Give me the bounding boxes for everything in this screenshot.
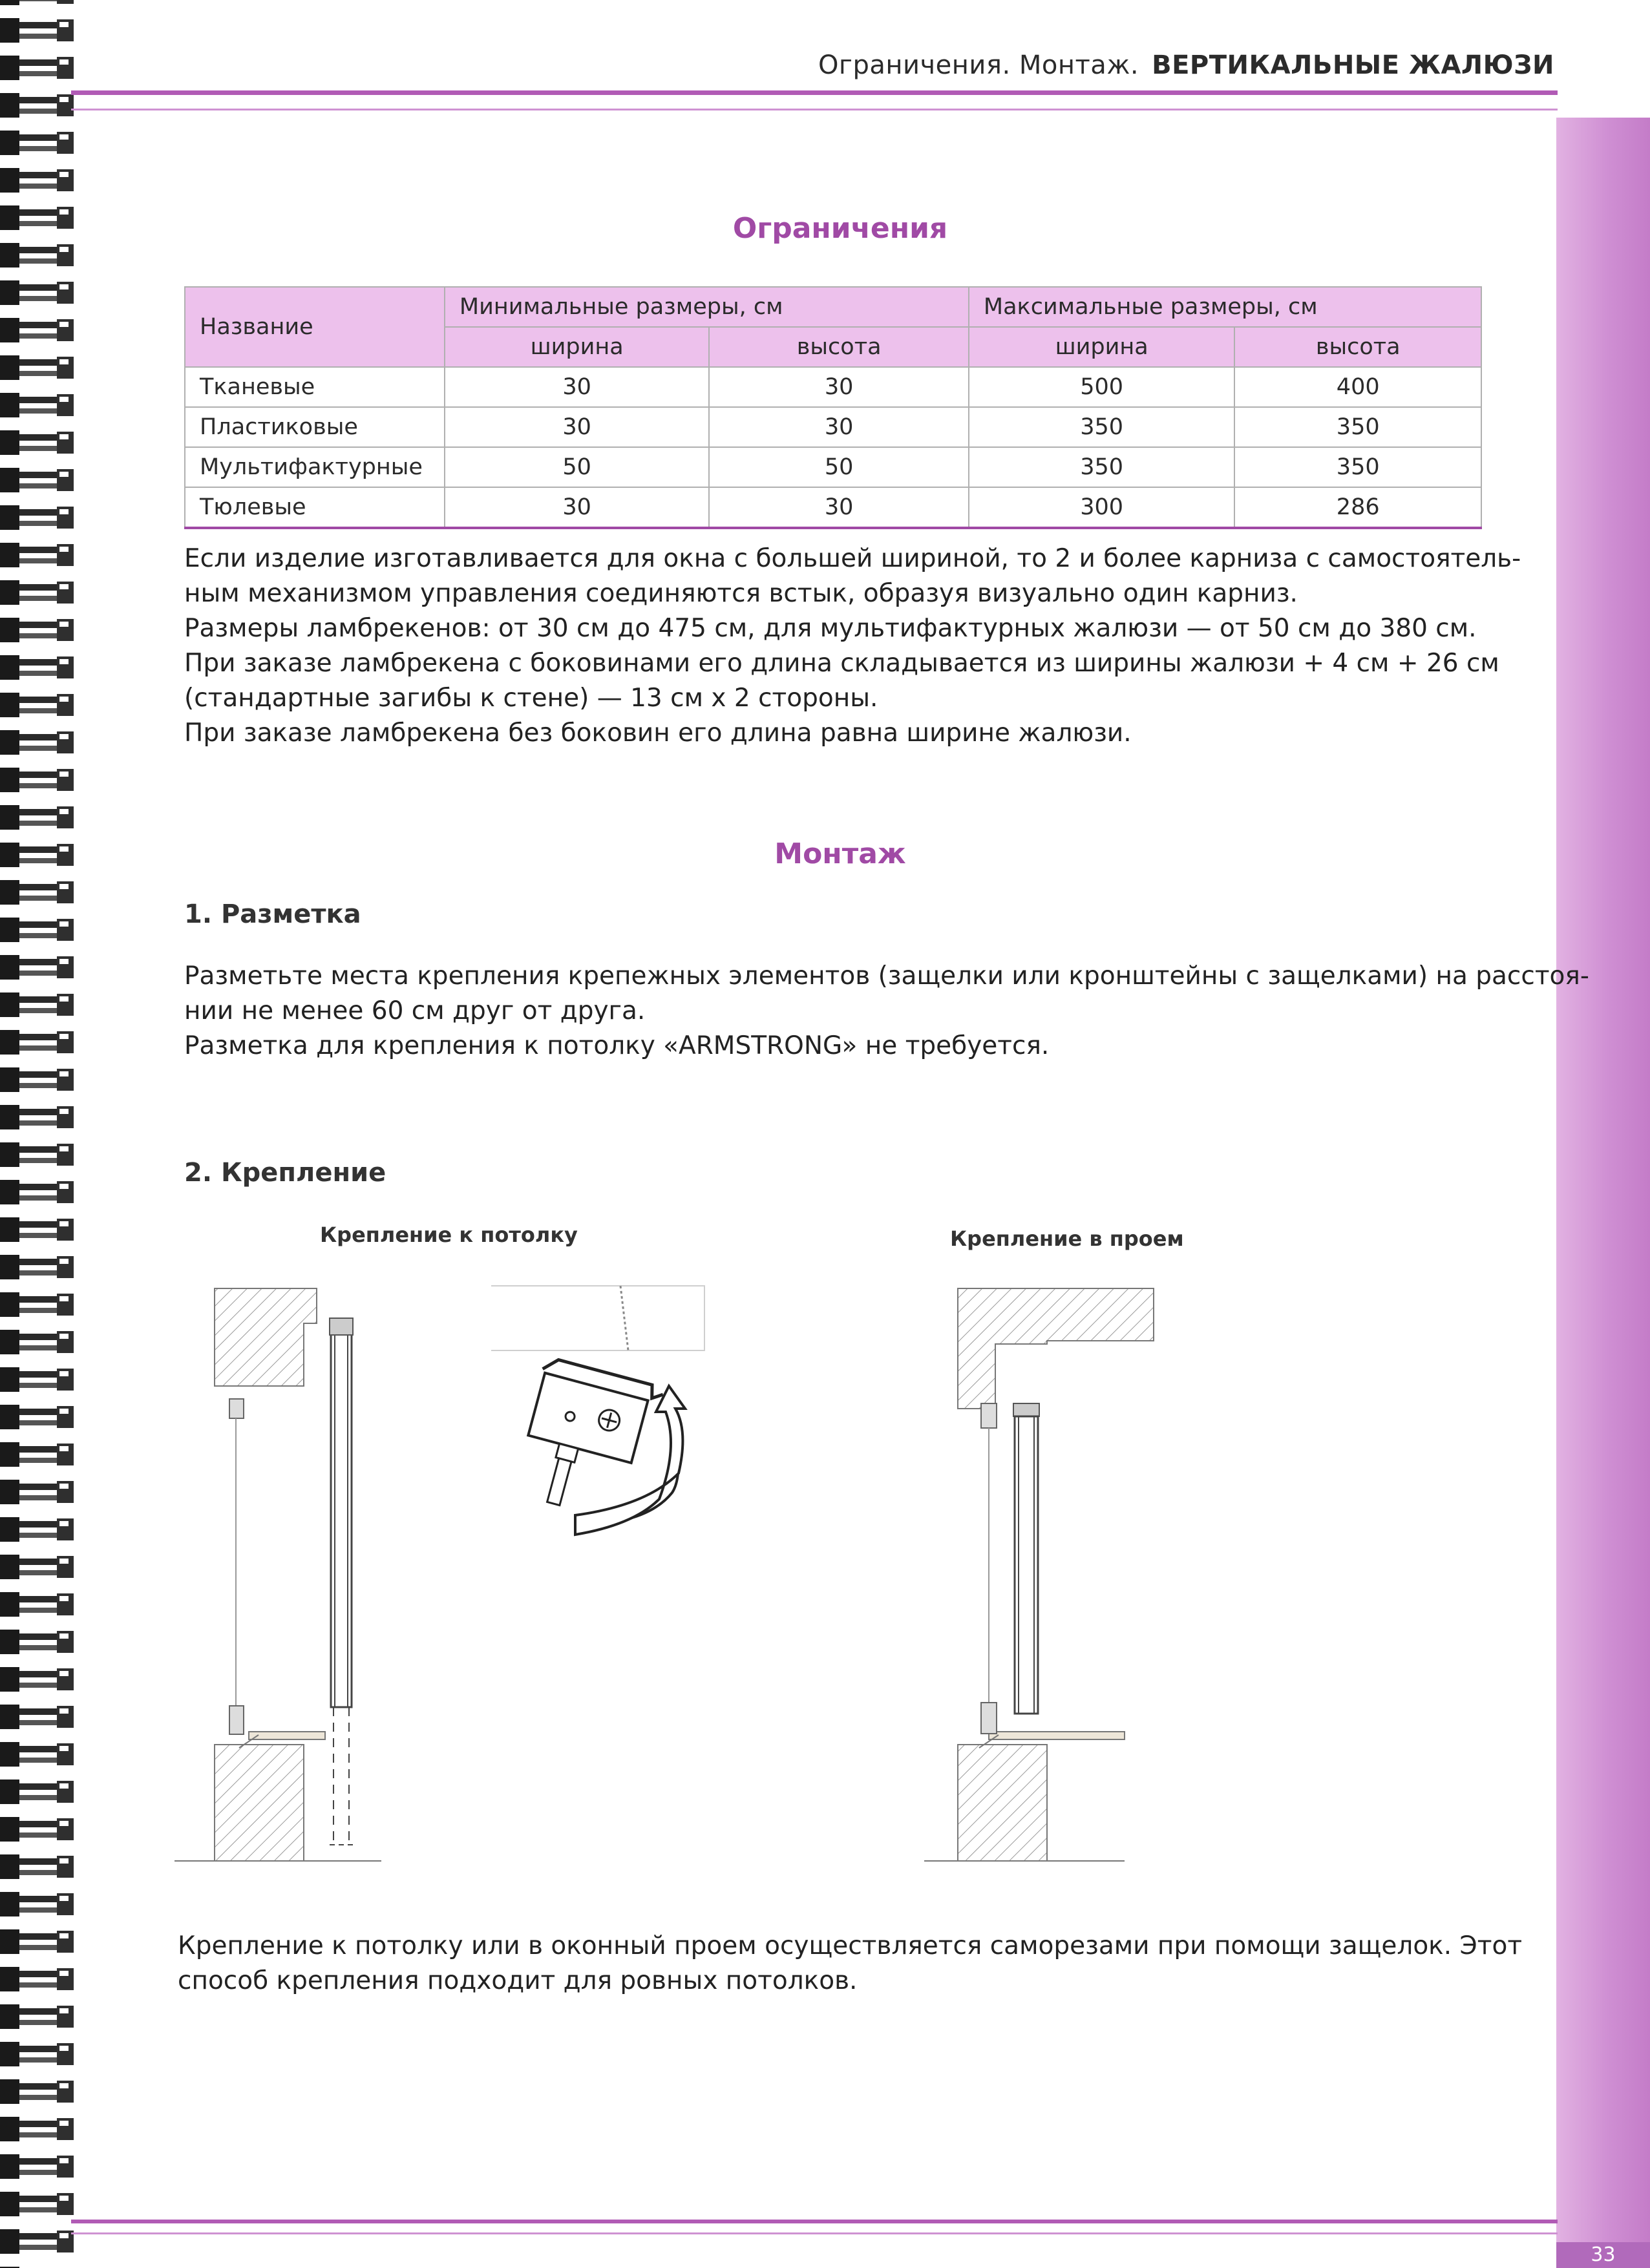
row-name: Мультифактурные bbox=[185, 447, 445, 487]
table-row bbox=[185, 407, 1481, 447]
note-line: Размеры ламбрекенов: от 30 см до 475 см, для мультифактурных жалюзи — от 50 см до 380 см. bbox=[184, 614, 1477, 643]
cell-max-width: 350 bbox=[969, 447, 1235, 487]
cell-min-height: 30 bbox=[709, 367, 968, 407]
col-max-header: Максимальные размеры, см bbox=[969, 287, 1481, 327]
cell-min-height: 30 bbox=[709, 487, 968, 528]
cell-max-height: 286 bbox=[1234, 487, 1481, 528]
footer-rule bbox=[71, 2220, 1558, 2223]
page-number: 33 bbox=[1556, 2242, 1650, 2268]
row-name: Тканевые bbox=[185, 367, 445, 407]
col-max-width: ширина bbox=[969, 327, 1235, 367]
spiral-binding bbox=[0, 0, 84, 2268]
col-min-width: ширина bbox=[445, 327, 710, 367]
table-row bbox=[185, 447, 1481, 487]
side-color-band bbox=[1556, 118, 1650, 2268]
fastening-line: способ крепления подходит для ровных потолков. bbox=[178, 1966, 858, 1995]
note-line: ным механизмом управления соединяются встык, образуя визуально один карниз. bbox=[184, 579, 1298, 608]
mounting-title: Монтаж bbox=[774, 837, 906, 870]
marking-text bbox=[184, 959, 1589, 1064]
limits-table bbox=[184, 286, 1482, 529]
table-row bbox=[185, 487, 1481, 528]
table-row bbox=[185, 367, 1481, 407]
header-rule bbox=[71, 90, 1558, 95]
note-line: (стандартные загибы к стене) — 13 см х 2 стороны. bbox=[184, 684, 878, 713]
ceiling-mount-diagram bbox=[168, 1279, 750, 1874]
row-name: Пластиковые bbox=[185, 407, 445, 447]
cell-max-width: 350 bbox=[969, 407, 1235, 447]
header-title: ВЕРТИКАЛЬНЫЕ ЖАЛЮЗИ bbox=[1152, 50, 1554, 80]
cell-max-width: 500 bbox=[969, 367, 1235, 407]
cell-max-height: 400 bbox=[1234, 367, 1481, 407]
caption-opening: Крепление в проем bbox=[950, 1226, 1184, 1251]
fastening-line: Крепление к потолку или в оконный проем осуществляется саморезами при помощи защелок. Этот bbox=[178, 1931, 1523, 1960]
marking-line: Разметьте места крепления крепежных элементов (защелки или кронштейны с защелками) на расстоя- bbox=[184, 961, 1589, 991]
note-line: При заказе ламбрекена с боковинами его длина складывается из ширины жалюзи + 4 см + 26 см bbox=[184, 649, 1499, 678]
col-name-header: Название bbox=[185, 287, 445, 367]
cell-min-width: 30 bbox=[445, 367, 710, 407]
cell-min-height: 30 bbox=[709, 407, 968, 447]
cell-min-width: 30 bbox=[445, 407, 710, 447]
row-name: Тюлевые bbox=[185, 487, 445, 528]
cell-min-width: 50 bbox=[445, 447, 710, 487]
cell-max-height: 350 bbox=[1234, 407, 1481, 447]
footer-rule-thin bbox=[71, 2232, 1558, 2234]
fastening-heading: 2. Крепление bbox=[184, 1158, 386, 1188]
limits-title: Ограничения bbox=[732, 212, 948, 245]
col-min-height: высота bbox=[709, 327, 968, 367]
cell-min-width: 30 bbox=[445, 487, 710, 528]
note-line: Если изделие изготавливается для окна с большей шириной, то 2 и более карниза с самостоятель- bbox=[184, 544, 1521, 573]
caption-ceiling: Крепление к потолку bbox=[320, 1223, 578, 1247]
marking-line: Разметка для крепления к потолку «ARMSTRONG» не требуется. bbox=[184, 1031, 1050, 1060]
limits-notes bbox=[184, 541, 1521, 751]
cell-min-height: 50 bbox=[709, 447, 968, 487]
fastening-text bbox=[178, 1929, 1522, 1999]
page-header bbox=[818, 50, 1554, 80]
col-max-height: высота bbox=[1234, 327, 1481, 367]
header-rule-thin bbox=[71, 109, 1558, 110]
cell-max-width: 300 bbox=[969, 487, 1235, 528]
opening-mount-diagram bbox=[918, 1279, 1254, 1874]
note-line: При заказе ламбрекена без боковин его длина равна ширине жалюзи. bbox=[184, 719, 1132, 748]
cell-max-height: 350 bbox=[1234, 447, 1481, 487]
header-section: Ограничения. Монтаж. bbox=[818, 50, 1139, 80]
marking-heading: 1. Разметка bbox=[184, 899, 361, 929]
marking-line: нии не менее 60 см друг от друга. bbox=[184, 996, 646, 1025]
col-min-header: Минимальные размеры, см bbox=[445, 287, 969, 327]
